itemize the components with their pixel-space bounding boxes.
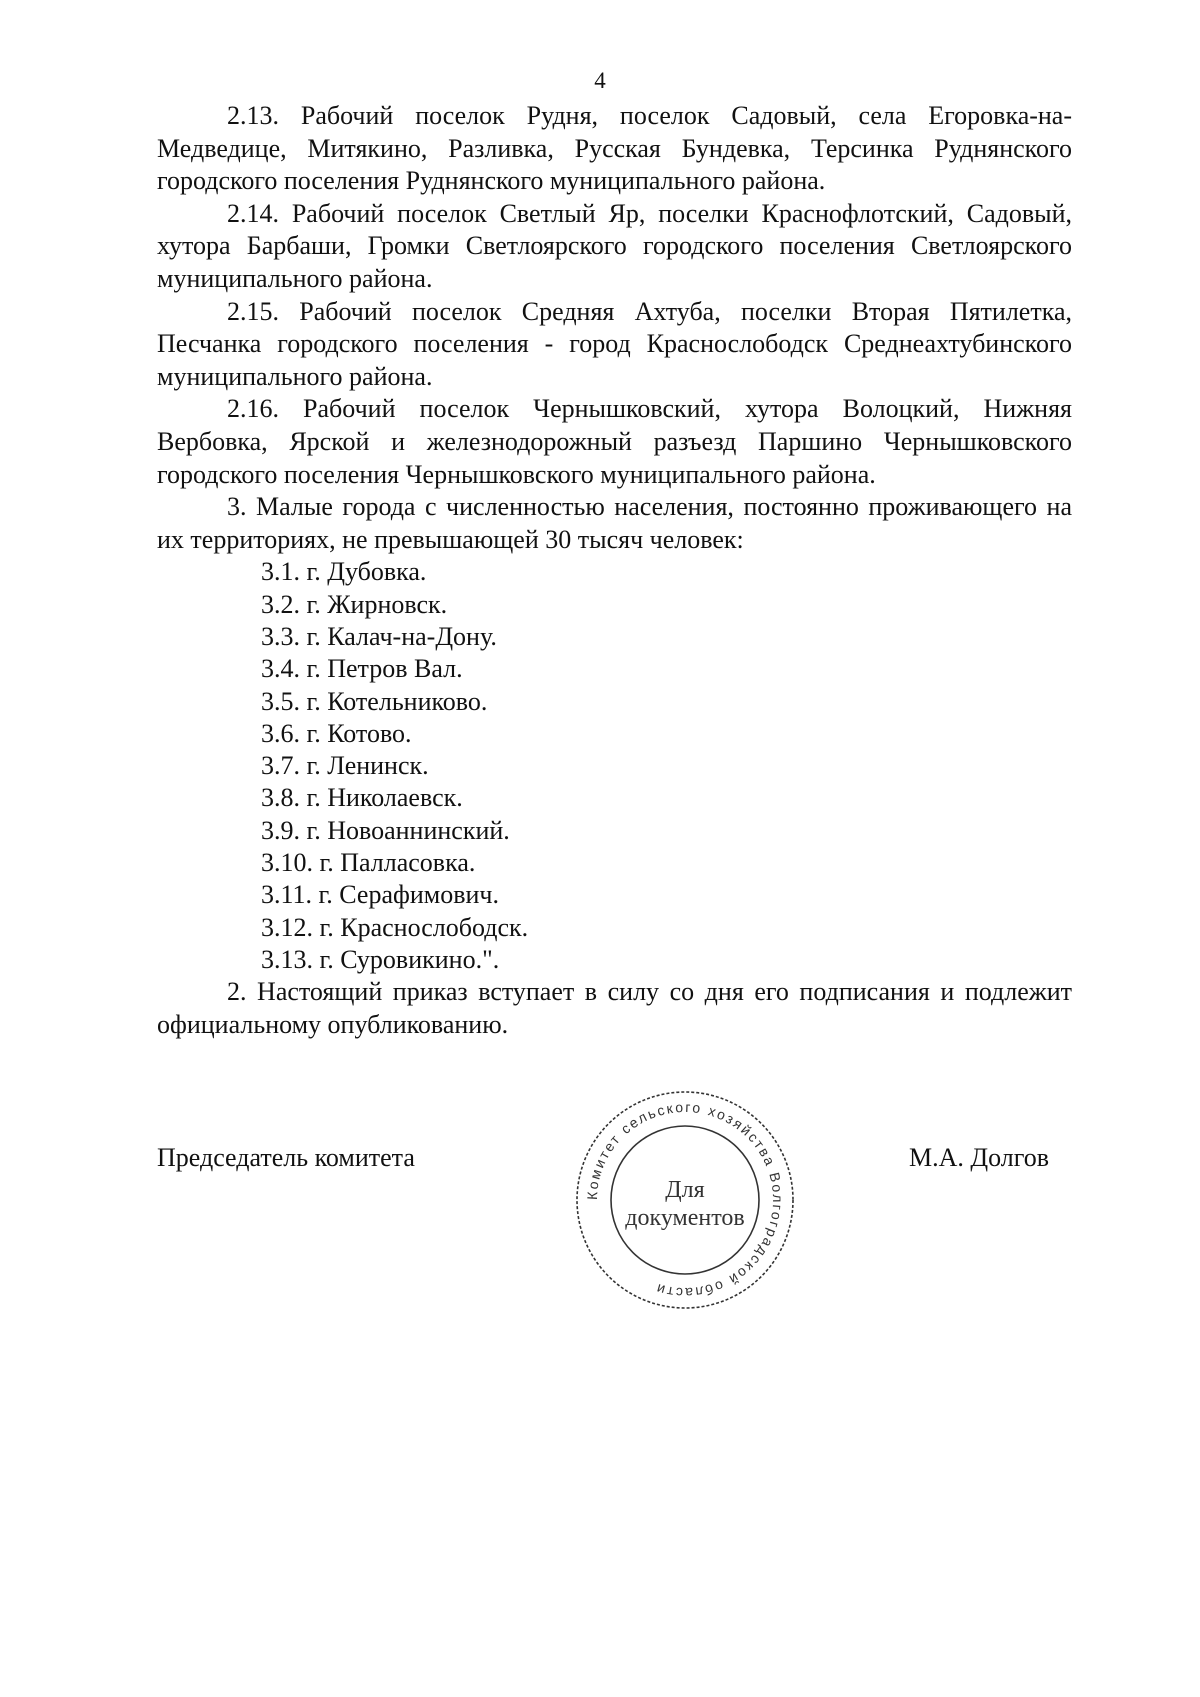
- stamp-center-line2: документов: [625, 1205, 745, 1231]
- list-item: 3.7. г. Ленинск.: [261, 751, 429, 781]
- list-item: 3.1. г. Дубовка.: [261, 557, 427, 587]
- list-item: 3.4. г. Петров Вал.: [261, 654, 463, 684]
- document-body: [157, 100, 1072, 1041]
- paragraph-final: 2. Настоящий приказ вступает в силу со дня его подписания и подлежит официальному опубликованию.: [157, 977, 1072, 1039]
- paragraph-2-16: 2.16. Рабочий поселок Чернышковский, хутора Волоцкий, Нижняя Вербовка, Ярской и железнодорожный разъезд Паршино Чернышковского городского поселения Чернышковского муниципального района.: [157, 394, 1072, 489]
- paragraph-3: 3. Малые города с численностью населения, постоянно проживающего на их территориях, не превышающей 30 тысяч человек:: [157, 492, 1072, 554]
- list-item: 3.11. г. Серафимович.: [261, 880, 499, 910]
- town-list: [157, 556, 1072, 976]
- signature-position: Председатель комитета: [157, 1143, 415, 1172]
- list-item: 3.2. г. Жирновск.: [261, 589, 448, 619]
- official-stamp: [570, 1085, 800, 1315]
- list-item: 3.8. г. Николаевск.: [261, 783, 463, 813]
- stamp-ring-text: Комитет сельского хозяйства Волгоградской области: [583, 1098, 787, 1302]
- list-item: 3.13. г. Суровикино.".: [261, 944, 500, 974]
- list-item: 3.10. г. Палласовка.: [261, 847, 476, 877]
- signature-name: М.А. Долгов: [909, 1143, 1050, 1172]
- list-item: 3.6. г. Котово.: [261, 718, 412, 748]
- list-item: 3.3. г. Калач-на-Дону.: [261, 621, 497, 651]
- paragraph-2-15: 2.15. Рабочий поселок Средняя Ахтуба, поселки Вторая Пятилетка, Песчанка городского поселения - город Краснослободск Среднеахтубинского муниципального района.: [157, 296, 1072, 391]
- list-item: 3.12. г. Краснослободск.: [261, 912, 529, 942]
- stamp-center-line1: Для: [665, 1177, 705, 1203]
- paragraph-2-13: 2.13. Рабочий поселок Рудня, поселок Садовый, села Егоровка-на-Медведице, Митякино, Разливка, Русская Бундевка, Терсинка Руднянского городского поселения Руднянского муниципального района.: [157, 101, 1072, 196]
- page-number: 4: [594, 68, 606, 93]
- list-item: 3.5. г. Котельниково.: [261, 686, 488, 716]
- paragraph-2-14: 2.14. Рабочий поселок Светлый Яр, поселки Краснофлотский, Садовый, хутора Барбаши, Громки Светлоярского городского поселения Светлоярского муниципального района.: [157, 198, 1072, 293]
- list-item: 3.9. г. Новоаннинский.: [261, 815, 510, 845]
